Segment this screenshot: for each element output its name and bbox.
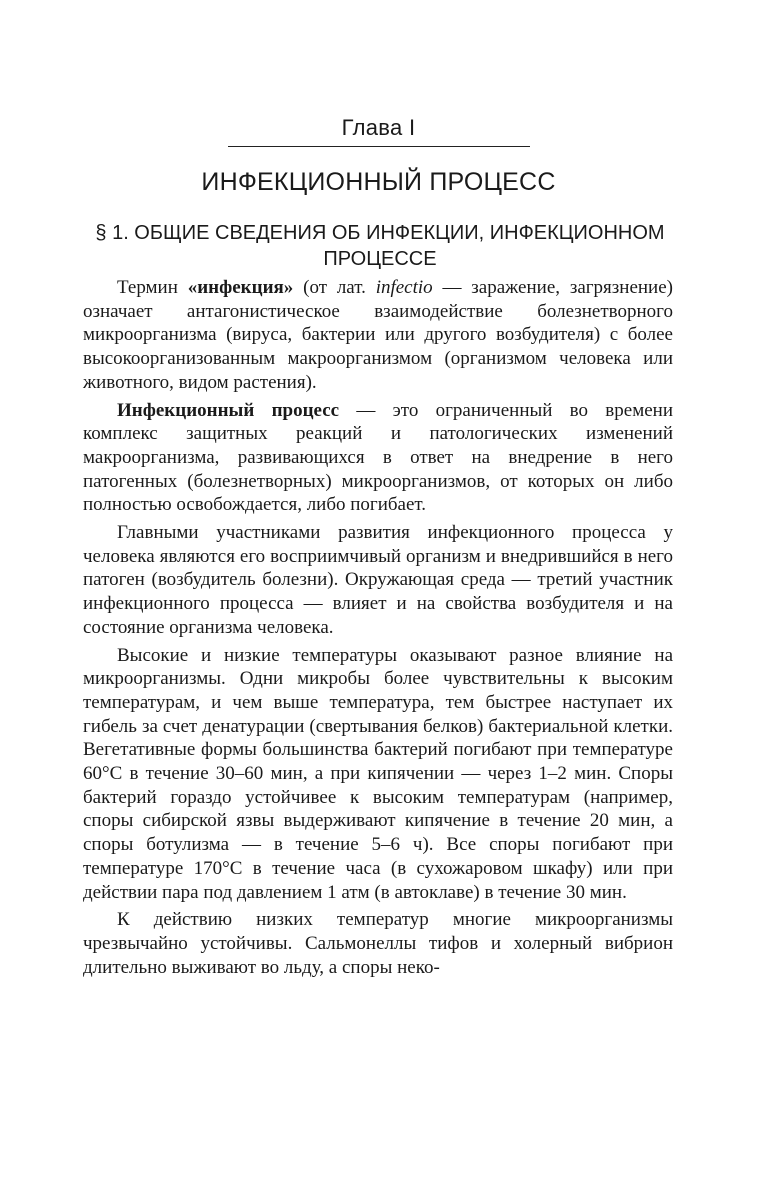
section-title: § 1. ОБЩИЕ СВЕДЕНИЯ ОБ ИНФЕКЦИИ, ИНФЕКЦИОННОМ ПРОЦЕССЕ bbox=[95, 222, 665, 270]
p1-mid: (от лат. bbox=[293, 277, 376, 298]
term-infection: «инфекция» bbox=[187, 277, 294, 298]
chapter-title: ИНФЕКЦИОННЫЙ ПРОЦЕСС bbox=[201, 168, 556, 196]
paragraph-3: Главными участниками развития инфекционного процесса у человека являются его восприимчивый организм и внедрившийся в него патоген (возбудитель болезни). Окружающая среда — третий участник инфекционного процесса — влияет и на свойства возбудителя и на состояние организма человека. bbox=[83, 522, 673, 638]
paragraph-1 bbox=[83, 276, 673, 395]
term-infectious-process: Инфекционный процесс bbox=[117, 399, 340, 421]
chapter-label: Глава I bbox=[341, 115, 416, 140]
p1-rest: — заражение, загрязнение) означает антагонистическое взаимодействие болезнетворного микроорганизма (вируса, бактерии или другого возбудителя) с более высокоорганизованным макроорганизмом (организмом человека или животного, видом растения). bbox=[83, 277, 673, 393]
body-text bbox=[83, 276, 673, 979]
latin-term: infectio bbox=[375, 277, 433, 298]
p1-lead: Термин bbox=[117, 277, 188, 298]
paragraph-2 bbox=[83, 399, 673, 518]
paragraph-5: К действию низких температур многие микроорганизмы чрезвычайно устойчивы. Сальмонеллы тифов и холерный вибрион длительно выживают во льду, а споры неко- bbox=[83, 909, 673, 978]
chapter-divider bbox=[228, 146, 530, 147]
p2-rest: — это ограниченный во времени комплекс защитных реакций и патологических изменений макроорганизма, развивающихся в ответ на внедрение в него патогенных (болезнетворных) микроорганизмов, от которых он либо полностью освобождается, либо погибает. bbox=[83, 399, 673, 516]
paragraph-4: Высокие и низкие температуры оказывают разное влияние на микроорганизмы. Одни микробы более чувствительны к высоким температурам, и чем выше температура, тем быстрее наступает их гибель за счет денатурации (свертывания белков) бактериальной клетки. Вегетативные формы большинства бактерий погибают при температуре 60°С в течение 30–60 мин, а при кипячении — через 1–2 мин. Споры бактерий гораздо устойчивее к высоким температурам (например, споры сибирской язвы выдерживают кипячение в течение 20 мин, а споры ботулизма — в течение 5–6 ч). Все споры погибают при температуре 170°С в течение часа (в сухожаровом шкафу) или при действии пара под давлением 1 атм (в автоклаве) в течение 30 мин. bbox=[83, 644, 673, 903]
